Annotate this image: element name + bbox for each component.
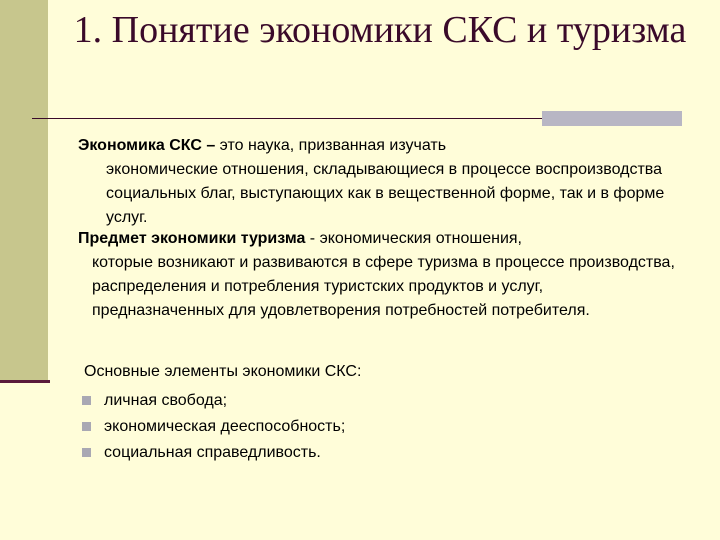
list-item: социальная справедливость. <box>80 440 345 466</box>
definition-term: Предмет экономики туризма <box>78 230 306 247</box>
bullet-square-icon <box>82 422 91 431</box>
bullet-square-icon <box>82 396 91 405</box>
list-item: экономическая дееспособность; <box>80 414 345 440</box>
definition-paragraph-subject <box>78 227 678 323</box>
definition-term: Экономика СКС – <box>78 137 216 154</box>
definition-paragraph-economics <box>78 134 678 230</box>
left-decor-line <box>0 380 50 383</box>
definition-first-line: это наука, призванная изучать <box>215 137 447 154</box>
definition-continuation: экономические отношения, складывающиеся в процессе воспроизводства социальных благ, выступающих как в вещественной форме, так и в форме услуг. <box>106 161 665 226</box>
left-decor-bar <box>0 0 48 380</box>
elements-list <box>80 388 345 466</box>
list-item: личная свобода; <box>80 388 345 414</box>
bullet-square-icon <box>82 448 91 457</box>
slide-title: 1. Понятие экономики СКС и туризма <box>73 9 687 51</box>
definition-first-line: - экономическия отношения, <box>305 230 522 247</box>
title-accent-block <box>542 111 682 126</box>
definition-continuation: которые возникают и развиваются в сфере туризма в процессе производства, распределения и потребления туристских продуктов и услуг, предназначенных для удовлетворения потребностей потребителя. <box>92 254 675 319</box>
elements-intro: Основные элементы экономики СКС: <box>84 363 362 380</box>
